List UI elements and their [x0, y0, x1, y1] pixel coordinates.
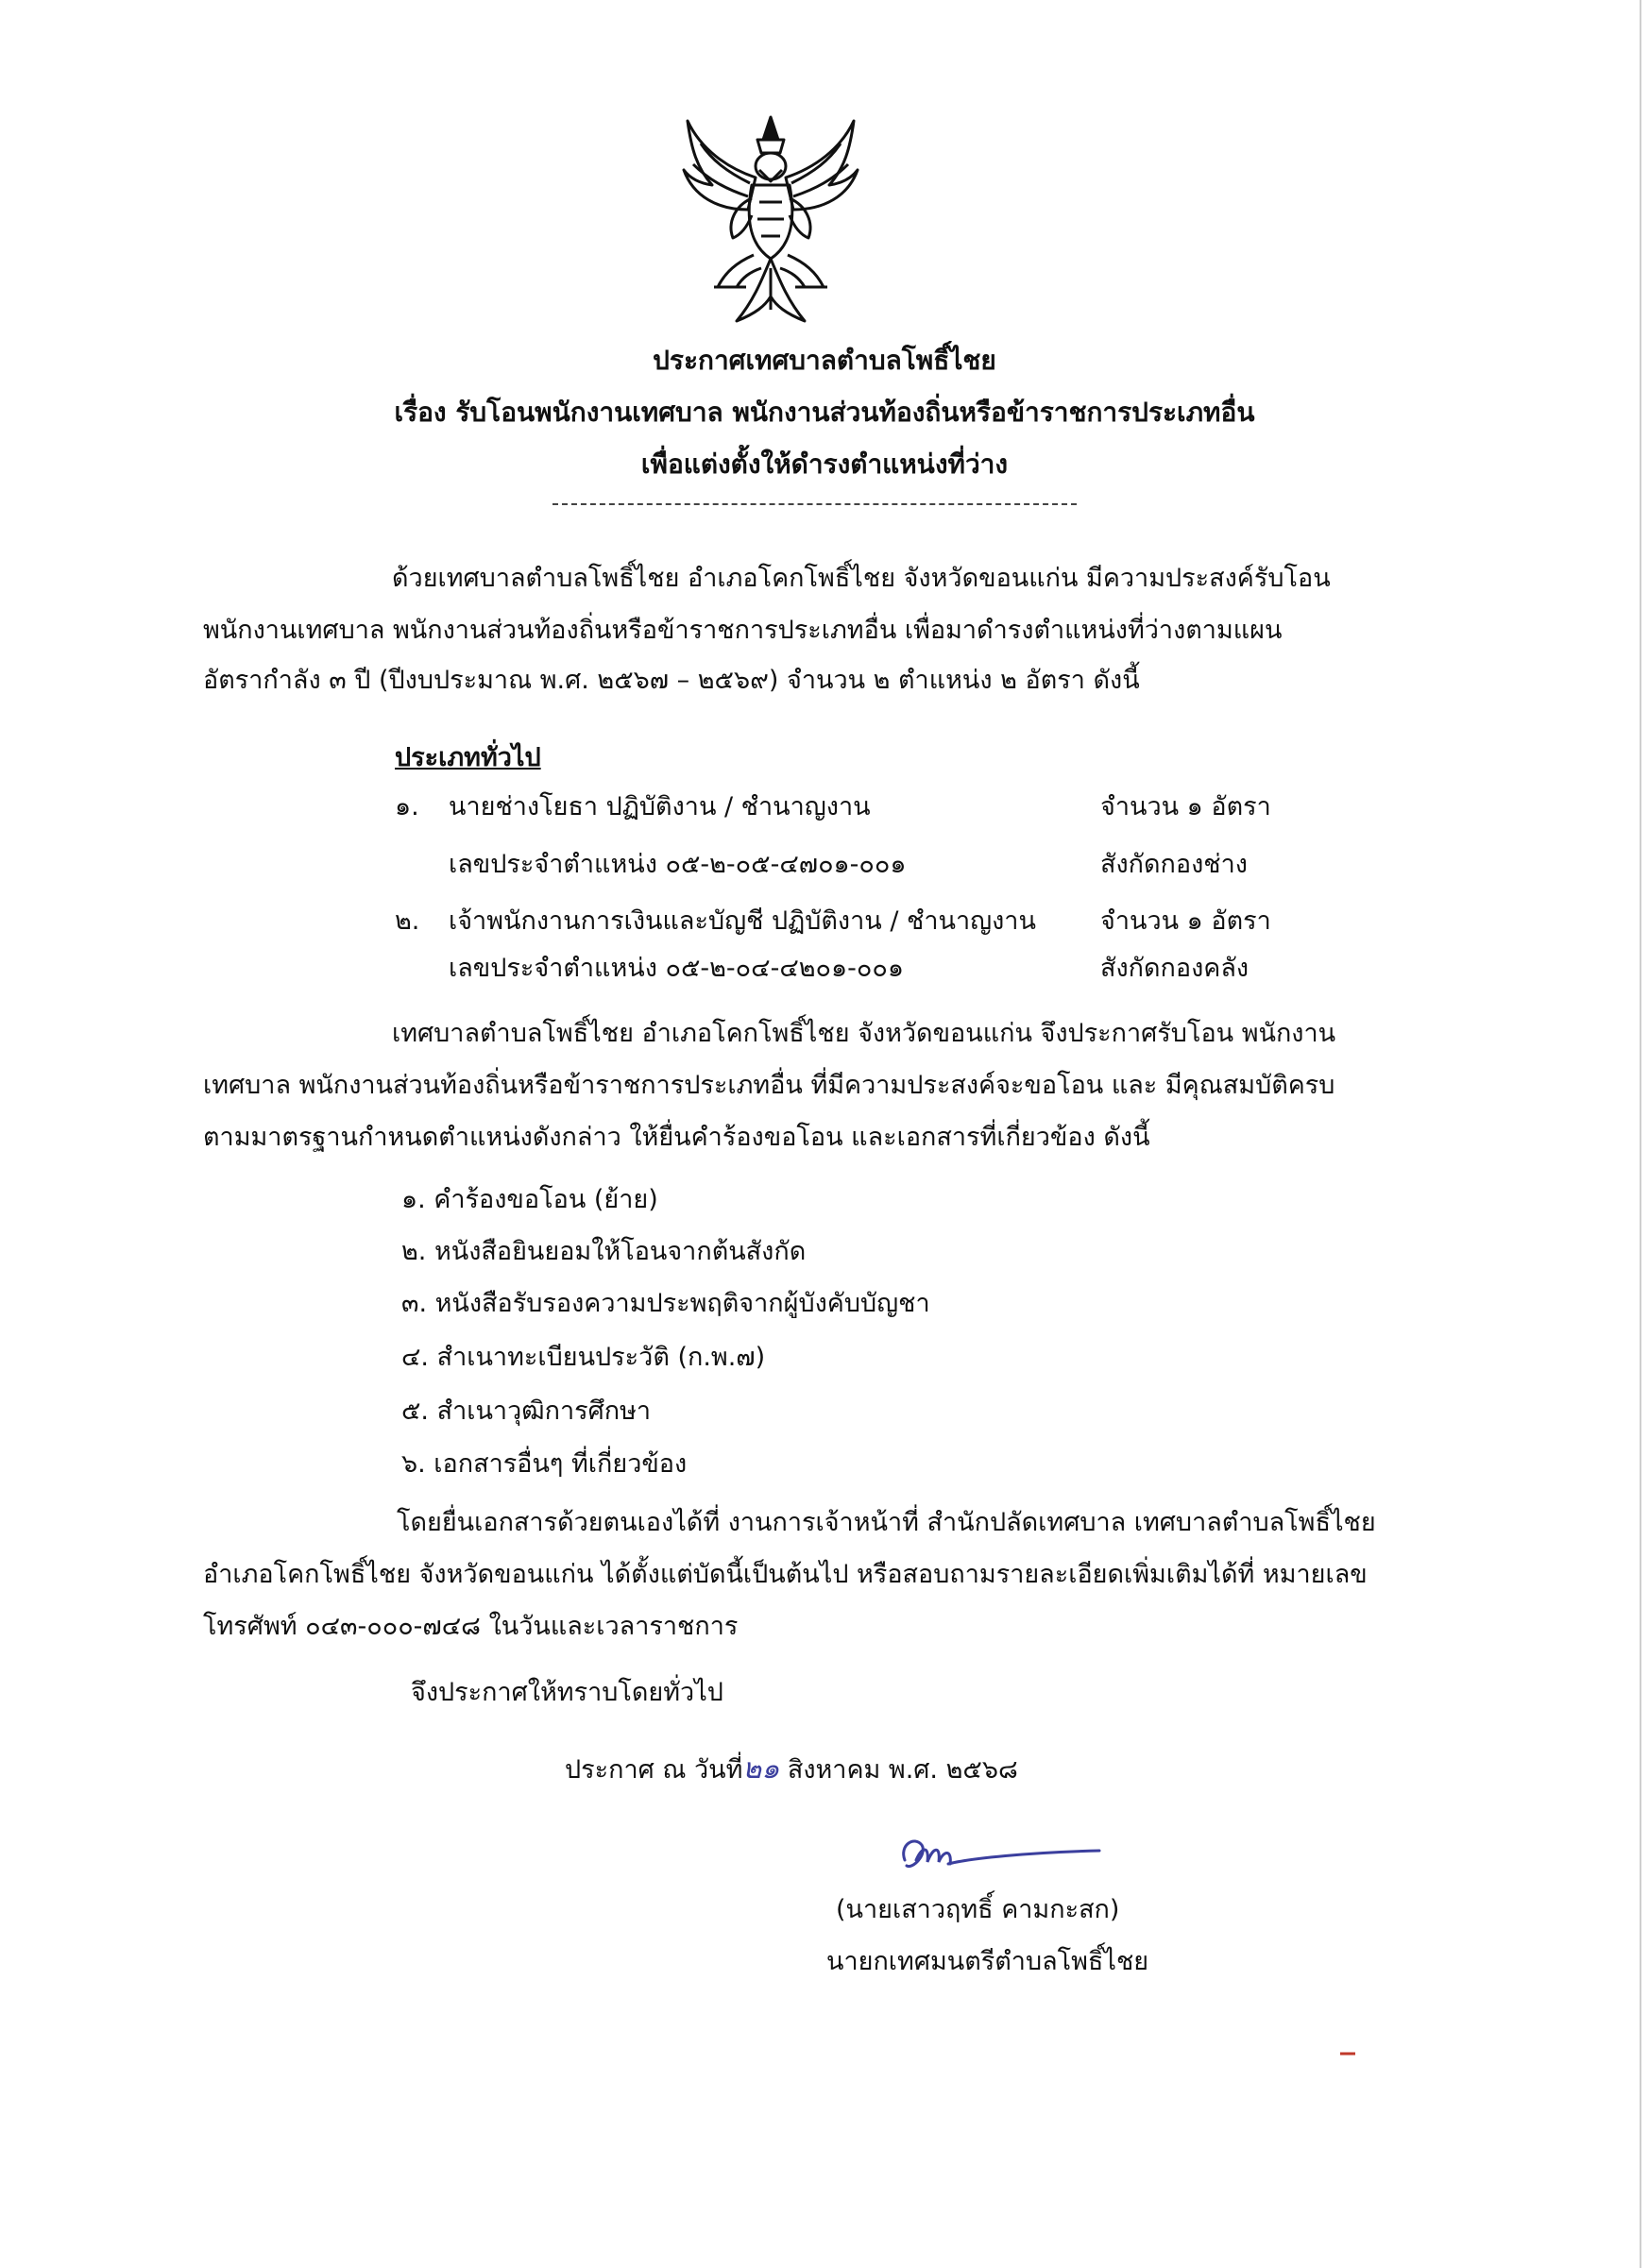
- position-2-title: เจ้าพนักงานการเงินและบัญชี ปฏิบัติงาน / ชำนาญงาน: [449, 906, 1036, 936]
- document-item-2: ๒. หนังสือยินยอมให้โอนจากต้นสังกัด: [401, 1237, 807, 1266]
- category-heading: ประเภททั่วไป: [395, 743, 541, 772]
- document-item-5: ๕. สำเนาวุฒิการศึกษา: [401, 1396, 652, 1426]
- position-1-title: นายช่างโยธา ปฏิบัติงาน / ชำนาญงาน: [449, 792, 871, 821]
- position-2-number: ๒.: [395, 906, 420, 936]
- stray-mark-icon: [1339, 2051, 1356, 2056]
- date-day-handwritten: ๒๑: [742, 1752, 780, 1786]
- announcement-subject-line2: เพื่อแต่งตั้งให้ดำรงตำแหน่งที่ว่าง: [640, 449, 1009, 480]
- title-divider: [552, 503, 1077, 505]
- position-2-code: เลขประจำตำแหน่ง ๐๕-๒-๐๔-๔๒๐๑-๐๐๑: [449, 954, 905, 983]
- document-item-1: ๑. คำร้องขอโอน (ย้าย): [401, 1185, 658, 1214]
- announcement-subject: เรื่อง รับโอนพนักงานเทศบาล พนักงานส่วนท้องถิ่นหรือข้าราชการประเภทอื่น: [394, 397, 1255, 428]
- position-1-count: จำนวน ๑ อัตรา: [1100, 792, 1271, 821]
- date-prefix: ประกาศ ณ วันที่: [565, 1755, 743, 1785]
- document-item-4: ๔. สำเนาทะเบียนประวัติ (ก.พ.๗): [401, 1343, 766, 1372]
- document-item-3: ๓. หนังสือรับรองความประพฤติจากผู้บังคับบัญชา: [401, 1289, 930, 1318]
- garuda-emblem-icon: [680, 111, 861, 334]
- date-month-year: สิงหาคม พ.ศ. ๒๕๖๘: [787, 1755, 1018, 1785]
- document-item-6: ๖. เอกสารอื่นๆ ที่เกี่ยวข้อง: [401, 1449, 688, 1479]
- position-1-code: เลขประจำตำแหน่ง ๐๕-๒-๐๕-๔๗๐๑-๐๐๑: [449, 850, 907, 879]
- position-1-number: ๑.: [395, 792, 419, 821]
- announce-line-2: เทศบาล พนักงานส่วนท้องถิ่นหรือข้าราชการประเภทอื่น ที่มีความประสงค์จะขอโอน และ มีคุณสมบัติครบ: [203, 1071, 1335, 1100]
- closing-statement: จึงประกาศให้ทราบโดยทั่วไป: [411, 1678, 723, 1707]
- intro-line-2: พนักงานเทศบาล พนักงานส่วนท้องถิ่นหรือข้าราชการประเภทอื่น เพื่อมาดำรงตำแหน่งที่ว่างตามแผน: [203, 616, 1283, 645]
- submit-line-2: อำเภอโคกโพธิ์ไชย จังหวัดขอนแก่น ได้ตั้งแต่บัดนี้เป็นต้นไป หรือสอบถามรายละเอียดเพิ่มเติมได้ที่ หมายเลข: [203, 1560, 1368, 1589]
- intro-line-1: ด้วยเทศบาลตำบลโพธิ์ไชย อำเภอโคกโพธิ์ไชย จังหวัดขอนแก่น มีความประสงค์รับโอน: [392, 564, 1331, 593]
- submit-line-3: โทรศัพท์ ๐๔๓-๐๐๐-๗๔๘ ในวันและเวลาราชการ: [203, 1612, 739, 1641]
- announcement-date: [565, 1747, 1018, 1791]
- announcement-title: ประกาศเทศบาลตำบลโพธิ์ไชย: [653, 345, 996, 376]
- submit-line-1: โดยยื่นเอกสารด้วยตนเองได้ที่ งานการเจ้าหน้าที่ สำนักปลัดเทศบาล เทศบาลตำบลโพธิ์ไชย: [397, 1508, 1376, 1537]
- signatory-name: (นายเสาวฤทธิ์ คามกะสก): [836, 1895, 1120, 1924]
- announce-line-1: เทศบาลตำบลโพธิ์ไชย อำเภอโคกโพธิ์ไชย จังหวัดขอนแก่น จึงประกาศรับโอน พนักงาน: [392, 1019, 1336, 1048]
- position-2-count: จำนวน ๑ อัตรา: [1100, 906, 1271, 936]
- announce-line-3: ตามมาตรฐานกำหนดตำแหน่งดังกล่าว ให้ยื่นคำร้องขอโอน และเอกสารที่เกี่ยวข้อง ดังนี้: [203, 1123, 1150, 1152]
- position-2-unit: สังกัดกองคลัง: [1100, 954, 1250, 983]
- position-1-unit: สังกัดกองช่าง: [1100, 850, 1248, 879]
- intro-line-3: อัตรากำลัง ๓ ปี (ปีงบประมาณ พ.ศ. ๒๕๖๗ – ๒๕๖๙) จำนวน ๒ ตำแหน่ง ๒ อัตรา ดังนี้: [203, 666, 1140, 695]
- signatory-position: นายกเทศมนตรีตำบลโพธิ์ไชย: [826, 1947, 1149, 1976]
